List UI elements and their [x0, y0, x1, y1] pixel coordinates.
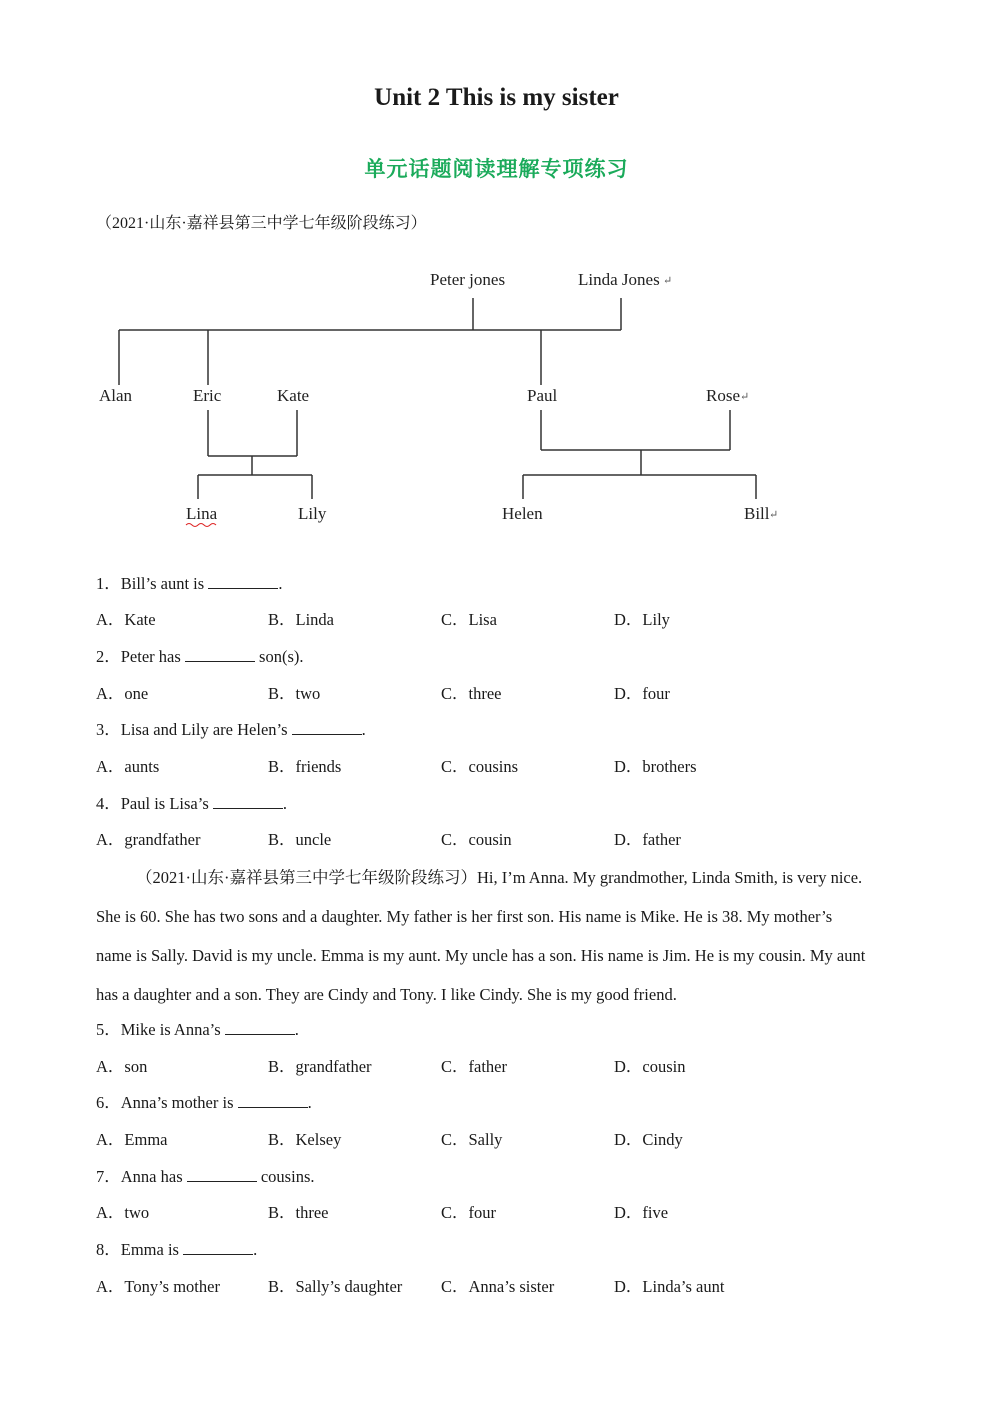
- answer-blank: [185, 647, 255, 662]
- spellcheck-squiggle: [186, 524, 216, 527]
- page-title: Unit 2 This is my sister: [374, 84, 619, 111]
- tree-name-bill: Bill: [744, 504, 770, 523]
- return-mark-icon: ↵: [769, 509, 779, 521]
- answer-blank: [208, 574, 278, 589]
- tree-name-lily: Lily: [298, 504, 327, 523]
- option-c: C．Sally: [441, 1130, 503, 1149]
- question-8: 8．Emma is .: [96, 1240, 258, 1259]
- tree-name-kate: Kate: [277, 386, 310, 405]
- tree-name-peter: Peter jones: [430, 270, 506, 289]
- option-b: B．two: [268, 684, 321, 703]
- question-6: 6．Anna’s mother is .: [96, 1093, 312, 1112]
- option-a: A．aunts: [96, 757, 160, 776]
- option-a: A．Emma: [96, 1130, 168, 1149]
- option-d: D．five: [614, 1203, 669, 1222]
- option-c: C．father: [441, 1057, 507, 1076]
- option-a: A．two: [96, 1203, 150, 1222]
- answer-blank: [292, 720, 362, 735]
- tree-name-lina: Lina: [186, 504, 218, 523]
- option-b: B．Kelsey: [268, 1130, 342, 1149]
- option-b: B．uncle: [268, 830, 332, 849]
- answer-blank: [187, 1167, 257, 1182]
- option-a: A．son: [96, 1057, 148, 1076]
- option-d: D．four: [614, 684, 670, 703]
- option-d: D．father: [614, 830, 681, 849]
- page-subtitle: 单元话题阅读理解专项练习: [364, 157, 629, 181]
- option-b: B．Linda: [268, 610, 334, 629]
- option-c: C．Lisa: [441, 610, 497, 629]
- option-a: A．Tony’s mother: [96, 1277, 220, 1296]
- answer-blank: [183, 1240, 253, 1255]
- tree-name-eric: Eric: [193, 386, 222, 405]
- option-d: D．Lily: [614, 610, 670, 629]
- question-5: 5．Mike is Anna’s .: [96, 1020, 299, 1039]
- tree-name-helen: Helen: [502, 504, 543, 523]
- option-a: A．grandfather: [96, 830, 201, 849]
- option-d: D．cousin: [614, 1057, 686, 1076]
- option-c: C．three: [441, 684, 502, 703]
- return-mark-icon: ↵: [663, 275, 673, 287]
- question-1: 1．Bill’s aunt is .: [96, 574, 283, 593]
- option-c: C．four: [441, 1203, 496, 1222]
- question-4: 4．Paul is Lisa’s .: [96, 794, 288, 813]
- option-c: C．Anna’s sister: [441, 1277, 555, 1296]
- option-b: B．friends: [268, 757, 342, 776]
- answer-blank: [238, 1093, 308, 1108]
- option-c: C．cousin: [441, 830, 512, 849]
- tree-name-alan: Alan: [99, 386, 133, 405]
- option-d: D．Cindy: [614, 1130, 683, 1149]
- option-b: B．grandfather: [268, 1057, 372, 1076]
- option-d: D．Linda’s aunt: [614, 1277, 725, 1296]
- return-mark-icon: ↵: [740, 391, 750, 403]
- question-2: 2．Peter has son(s).: [96, 647, 304, 666]
- reading-passage: （2021·山东·嘉祥县第三中学七年级阶段练习）Hi, I’m Anna. My grandmother, Linda Smith, is very nice. She is 60. She has two sons and a daughter. My father is her first son. His name is Mike. He is 38. My mother’s name is Sally. David is my uncle. Emma is my aunt. My uncle has a son. His name is Jim. He is my cousin. My aunt has a daughter and a son. They are Cindy and Tony. I like Cindy. She is my good friend.: [96, 868, 866, 1004]
- family-tree: [0, 255, 993, 545]
- question-3: 3．Lisa and Lily are Helen’s .: [96, 720, 366, 739]
- option-a: A．one: [96, 684, 149, 703]
- question-7: 7．Anna has cousins.: [96, 1167, 315, 1186]
- option-b: B．three: [268, 1203, 329, 1222]
- source-note: （2021·山东·嘉祥县第三中学七年级阶段练习）: [96, 215, 427, 232]
- tree-name-rose: Rose: [706, 386, 740, 405]
- option-d: D．brothers: [614, 757, 697, 776]
- tree-name-linda: Linda Jones: [578, 270, 660, 289]
- option-a: A．Kate: [96, 610, 156, 629]
- answer-blank: [213, 794, 283, 809]
- option-b: B．Sally’s daughter: [268, 1277, 403, 1296]
- tree-name-paul: Paul: [527, 386, 558, 405]
- answer-blank: [225, 1020, 295, 1035]
- option-c: C．cousins: [441, 757, 519, 776]
